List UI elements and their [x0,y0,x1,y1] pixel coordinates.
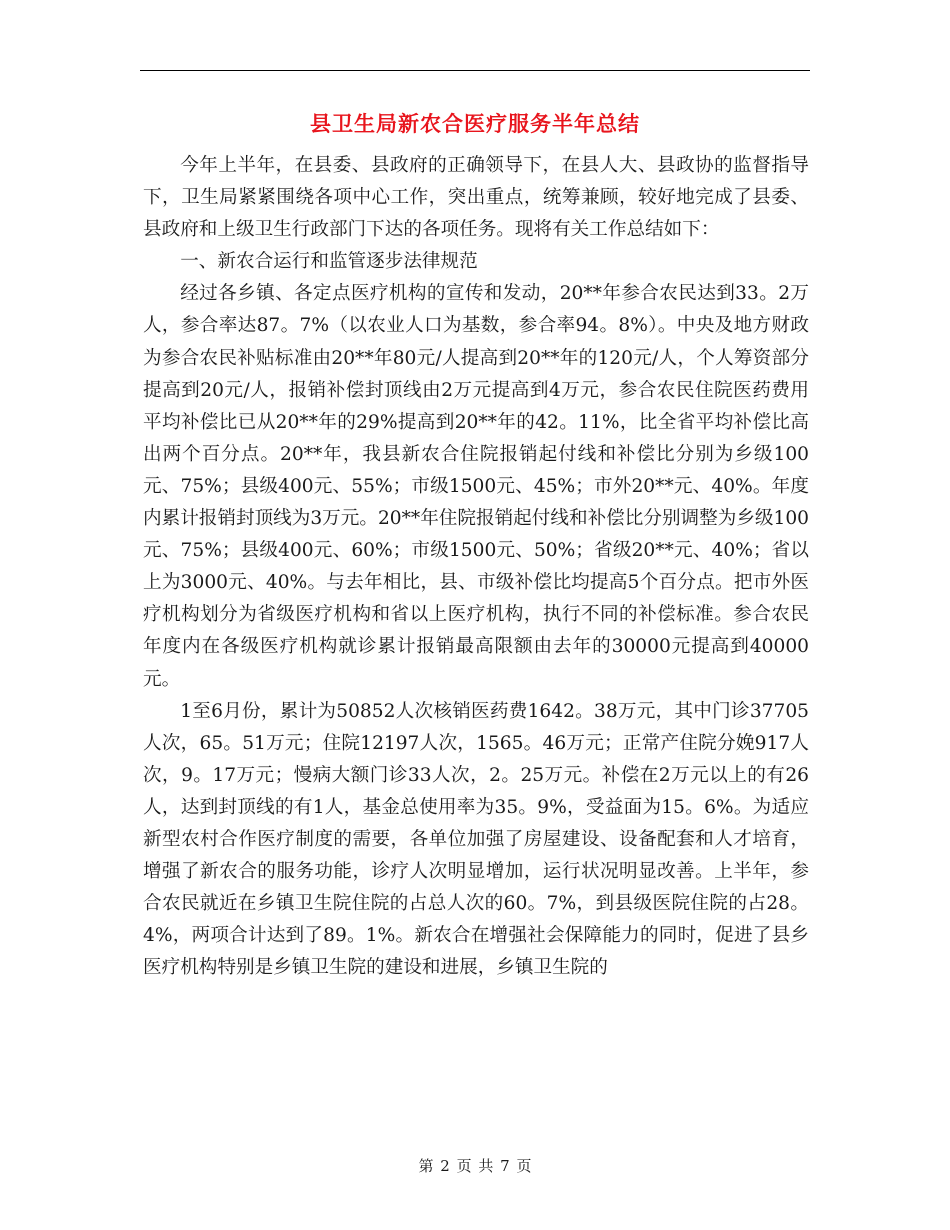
paragraph-reimbursement: 1至6月份，累计为50852人次核销医药费1642。38万元，其中门诊37705人次，65。51万元；住院12197人次，1565。46万元；正常产住院分娩917人次，9。17万元；慢病大额门诊33人次，2。25万元。补偿在2万元以上的有26人，达到封顶线的有1人，基金总使用率为35。9%，受益面为15。6%。为适应新型农村合作医疗制度的需要，各单位加强了房屋建设、设备配套和人才培育，增强了新农合的服务功能，诊疗人次明显增加，运行状况明显改善。上半年，参合农民就近在乡镇卫生院住院的占总人次的60。7%，到县级医院住院的占28。4%，两项合计达到了89。1%。新农合在增强社会保障能力的同时，促进了县乡医疗机构特别是乡镇卫生院的建设和进展，乡镇卫生院的 [143,700,809,979]
paragraph-intro: 今年上半年，在县委、县政府的正确领导下，在县人大、县政协的监督指导下，卫生局紧紧围绕各项中心工作，突出重点，统筹兼顾，较好地完成了县委、县政府和上级卫生行政部门下达的各项任务。现将有关工作总结如下： [143,155,809,241]
document-title: 县卫生局新农合医疗服务半年总结 [310,112,640,136]
document-body [143,150,809,984]
page-footer: 第 2 页 共 7 页 [418,1157,532,1175]
paragraph-enrollment: 经过各乡镇、各定点医疗机构的宣传和发动，20**年参合农民达到33。2万人，参合率达87。7%（以农业人口为基数，参合率94。8%）。中央及地方财政为参合农民补贴标准由20**年80元/人提高到20**年的120元/人，个人筹资部分提高到20元/人，报销补偿封顶线由2万元提高到4万元，参合农民住院医药费用平均补偿比已从20**年的29%提高到20**年的42。11%，比全省平均补偿比高出两个百分点。20**年，我县新农合住院报销起付线和补偿比分别为乡级100元、75%；县级400元、55%；市级1500元、45%；市外20**元、40%。年度内累计报销封顶线为3万元。20**年住院报销起付线和补偿比分别调整为乡级100元、75%；县级400元、60%；市级1500元、50%；省级20**元、40%；省以上为3000元、40%。与去年相比，县、市级补偿比均提高5个百分点。把市外医疗机构划分为省级医疗机构和省以上医疗机构，执行不同的补偿标准。参合农民年度内在各级医疗机构就诊累计报销最高限额由去年的30000元提高到40000元。 [143,283,809,690]
section-heading: 一、新农合运行和监管逐步法律规范 [180,251,478,273]
header-rule [140,70,810,71]
